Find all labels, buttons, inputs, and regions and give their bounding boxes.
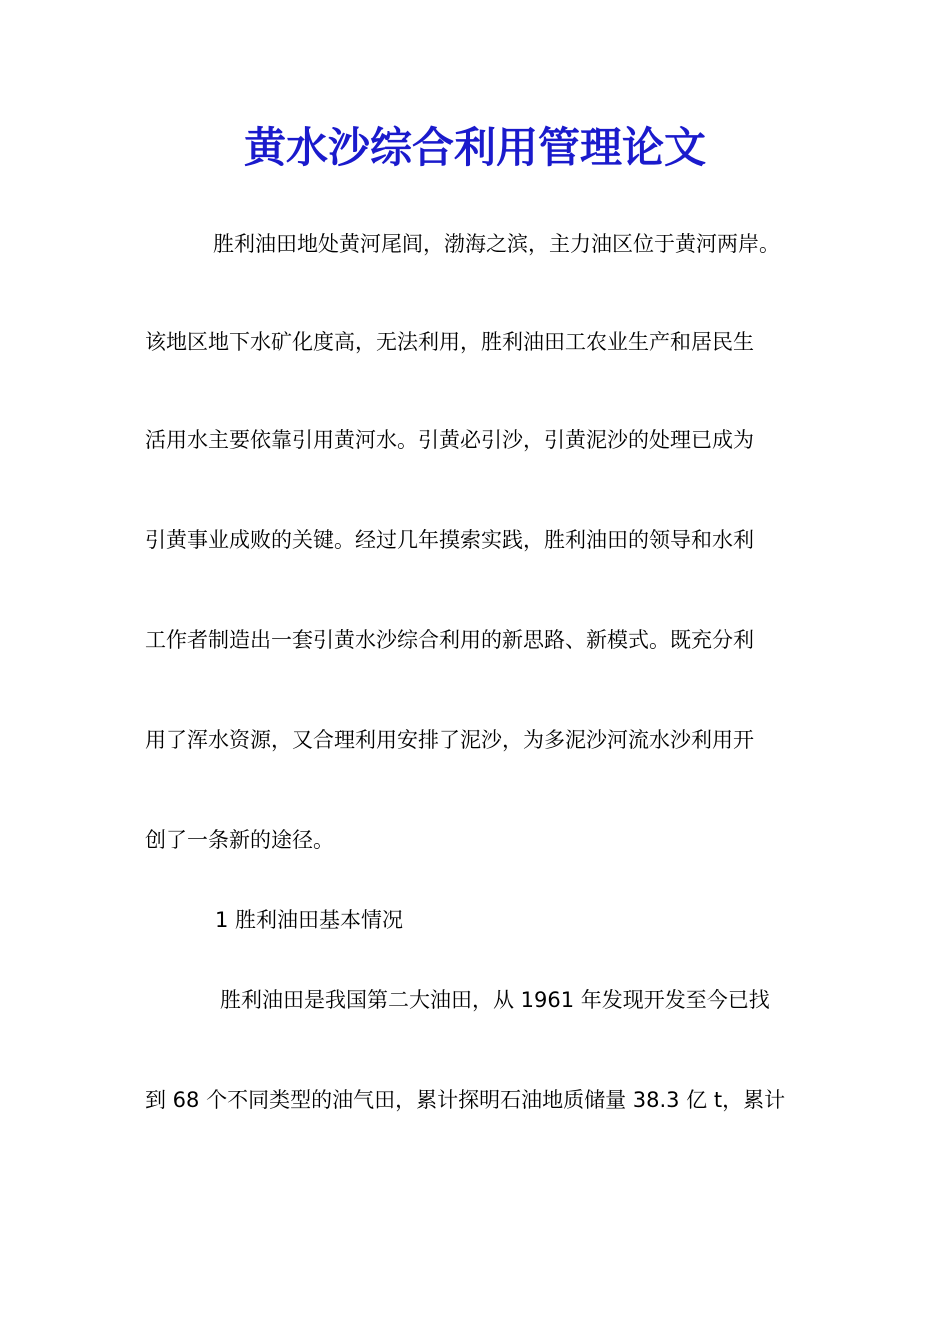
document-title: 黄水沙综合利用管理论文 (243, 123, 706, 172)
section-heading: 1 胜利油田基本情况 (215, 908, 404, 932)
paragraph-line: 创了一条新的途径。 (145, 828, 334, 852)
paragraph-line: 用了浑水资源，又合理利用安排了泥沙，为多泥沙河流水沙利用开 (145, 728, 754, 752)
paragraph-line: 胜利油田地处黄河尾闾，渤海之滨，主力油区位于黄河两岸。 (213, 232, 780, 256)
paragraph-line: 工作者制造出一套引黄水沙综合利用的新思路、新模式。既充分利 (145, 628, 754, 652)
paragraph-line: 到 68 个不同类型的油气田，累计探明石油地质储量 38.3 亿 t，累计 (145, 1088, 786, 1112)
paragraph-line: 活用水主要依靠引用黄河水。引黄必引沙，引黄泥沙的处理已成为 (145, 428, 754, 452)
paragraph-line: 胜利油田是我国第二大油田，从 1961 年发现开发至今已找 (220, 988, 770, 1012)
paragraph-line: 该地区地下水矿化度高，无法利用，胜利油田工农业生产和居民生 (145, 330, 754, 354)
paragraph-line: 引黄事业成败的关键。经过几年摸索实践，胜利油田的领导和水利 (145, 528, 754, 552)
